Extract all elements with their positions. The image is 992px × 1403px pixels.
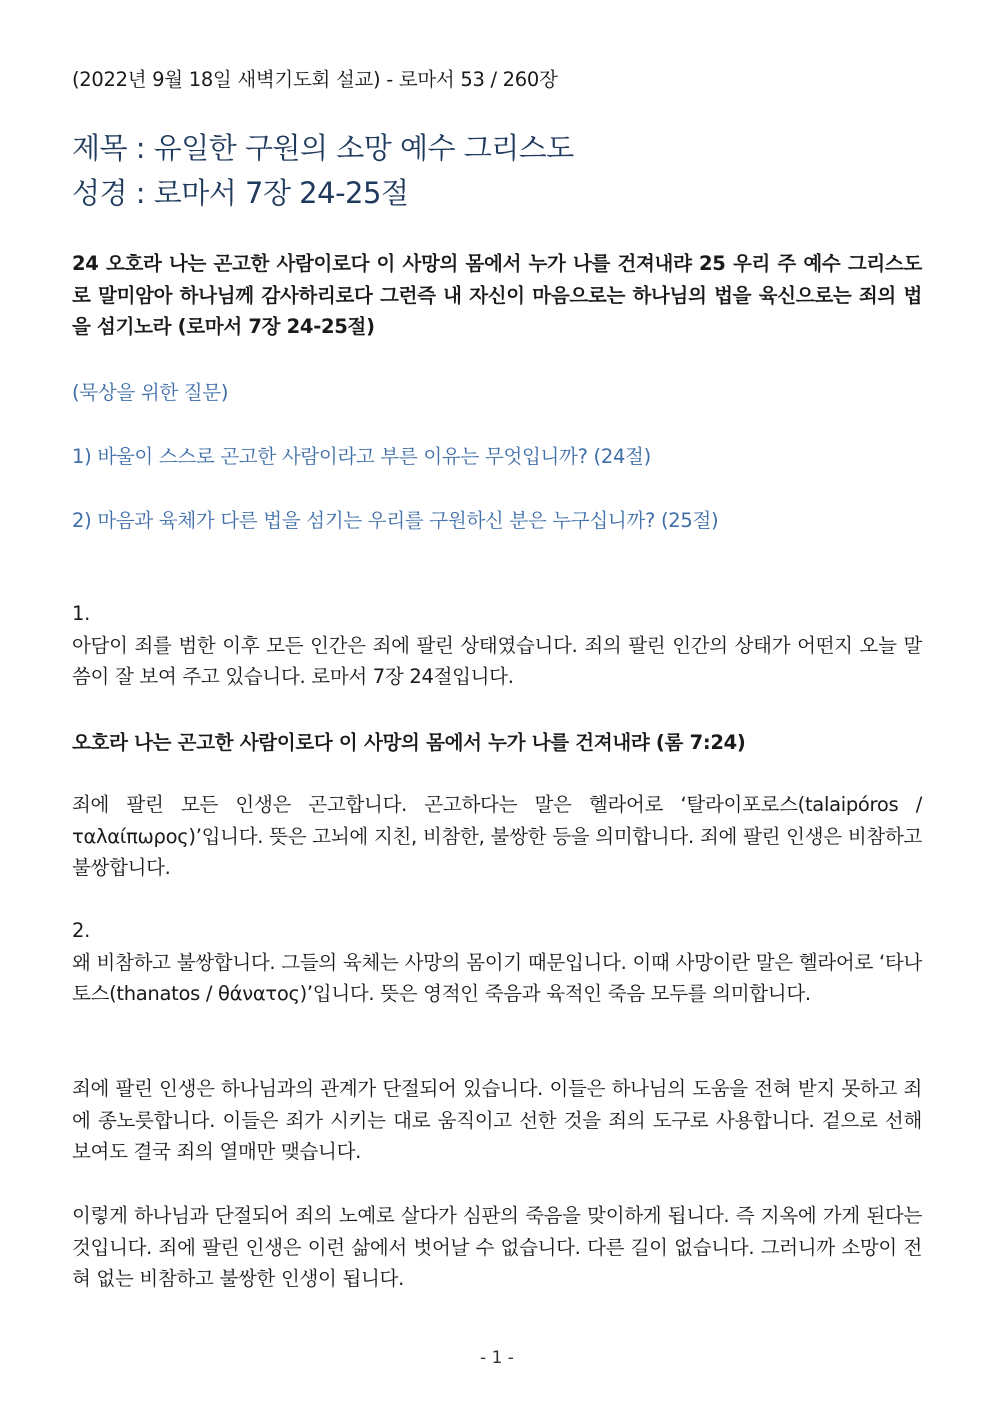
section-1-number: 1. <box>72 602 91 625</box>
scripture-text: 24 오호라 나는 곤고한 사람이로다 이 사망의 몸에서 누가 나를 건져내랴 25 우리 주 예수 그리스도로 말미암아 하나님께 감사하리로다 그런즉 내 자신이 마음으로는 하나님의 법을 육신으로는 죄의 법을 섬기노라 (로마서 7장 24-25절) <box>72 252 922 338</box>
section-2-paragraph-1: 왜 비참하고 불쌍합니다. 그들의 육체는 사망의 몸이기 때문입니다. 이때 사망이란 말은 헬라어로 ‘타나토스(thanatos / θάνατος)’입니다. 뜻은 영적인 죽음과 육적인 죽음 모두를 의미합니다. <box>72 950 922 1005</box>
page-number: - 1 - <box>480 1348 514 1368</box>
section-1-intro <box>72 598 922 693</box>
section-1-paragraph-1: 아담이 죄를 범한 이후 모든 인간은 죄에 팔린 상태였습니다. 죄의 팔린 인간의 상태가 어떤지 오늘 말씀이 잘 보여 주고 있습니다. 로마서 7장 24절입니다. <box>72 633 922 688</box>
quoted-verse: 오호라 나는 곤고한 사람이로다 이 사망의 몸에서 누가 나를 건져내랴 (롬 7:24) <box>72 731 746 754</box>
section-1-paragraph-2: 죄에 팔린 모든 인생은 곤고합니다. 곤고하다는 말은 헬라어로 ‘탈라이포로스(talaipóros / ταλαίπωρος)’입니다. 뜻은 고뇌에 지친, 비참한, 불쌍한 등을 의미합니다. 죄에 팔린 인생은 비참하고 불쌍합니다. <box>72 793 922 879</box>
scripture-reference: 성경 : 로마서 7장 24-25절 <box>72 176 409 210</box>
section-2-paragraph-2: 죄에 팔린 인생은 하나님과의 관계가 단절되어 있습니다. 이들은 하나님의 도움을 전혀 받지 못하고 죄에 종노릇합니다. 이들은 죄가 시키는 대로 움직이고 선한 것을 죄의 도구로 사용합니다. 겉으로 선해 보여도 결국 죄의 열매만 맺습니다. <box>72 1077 922 1163</box>
section-2-intro <box>72 915 922 1010</box>
sermon-header: (2022년 9월 18일 새벽기도회 설교) - 로마서 53 / 260장 <box>72 68 558 91</box>
meditation-question-1: 1) 바울이 스스로 곤고한 사람이라고 부른 이유는 무엇입니까? (24절) <box>72 445 651 468</box>
meditation-question-2: 2) 마음과 육체가 다른 법을 섬기는 우리를 구원하신 분은 누구십니까? (25절) <box>72 509 719 532</box>
section-2-number: 2. <box>72 919 91 942</box>
section-2-paragraph-3: 이렇게 하나님과 단절되어 죄의 노예로 살다가 심판의 죽음을 맞이하게 됩니다. 즉 지옥에 가게 된다는 것입니다. 죄에 팔린 인생은 이런 삶에서 벗어날 수 없습니다. 다른 길이 없습니다. 그러니까 소망이 전혀 없는 비참하고 불쌍한 인생이 됩니다. <box>72 1204 922 1290</box>
meditation-heading: (묵상을 위한 질문) <box>72 381 229 404</box>
title-block <box>72 126 574 216</box>
sermon-title: 제목 : 유일한 구원의 소망 예수 그리스도 <box>72 131 574 165</box>
